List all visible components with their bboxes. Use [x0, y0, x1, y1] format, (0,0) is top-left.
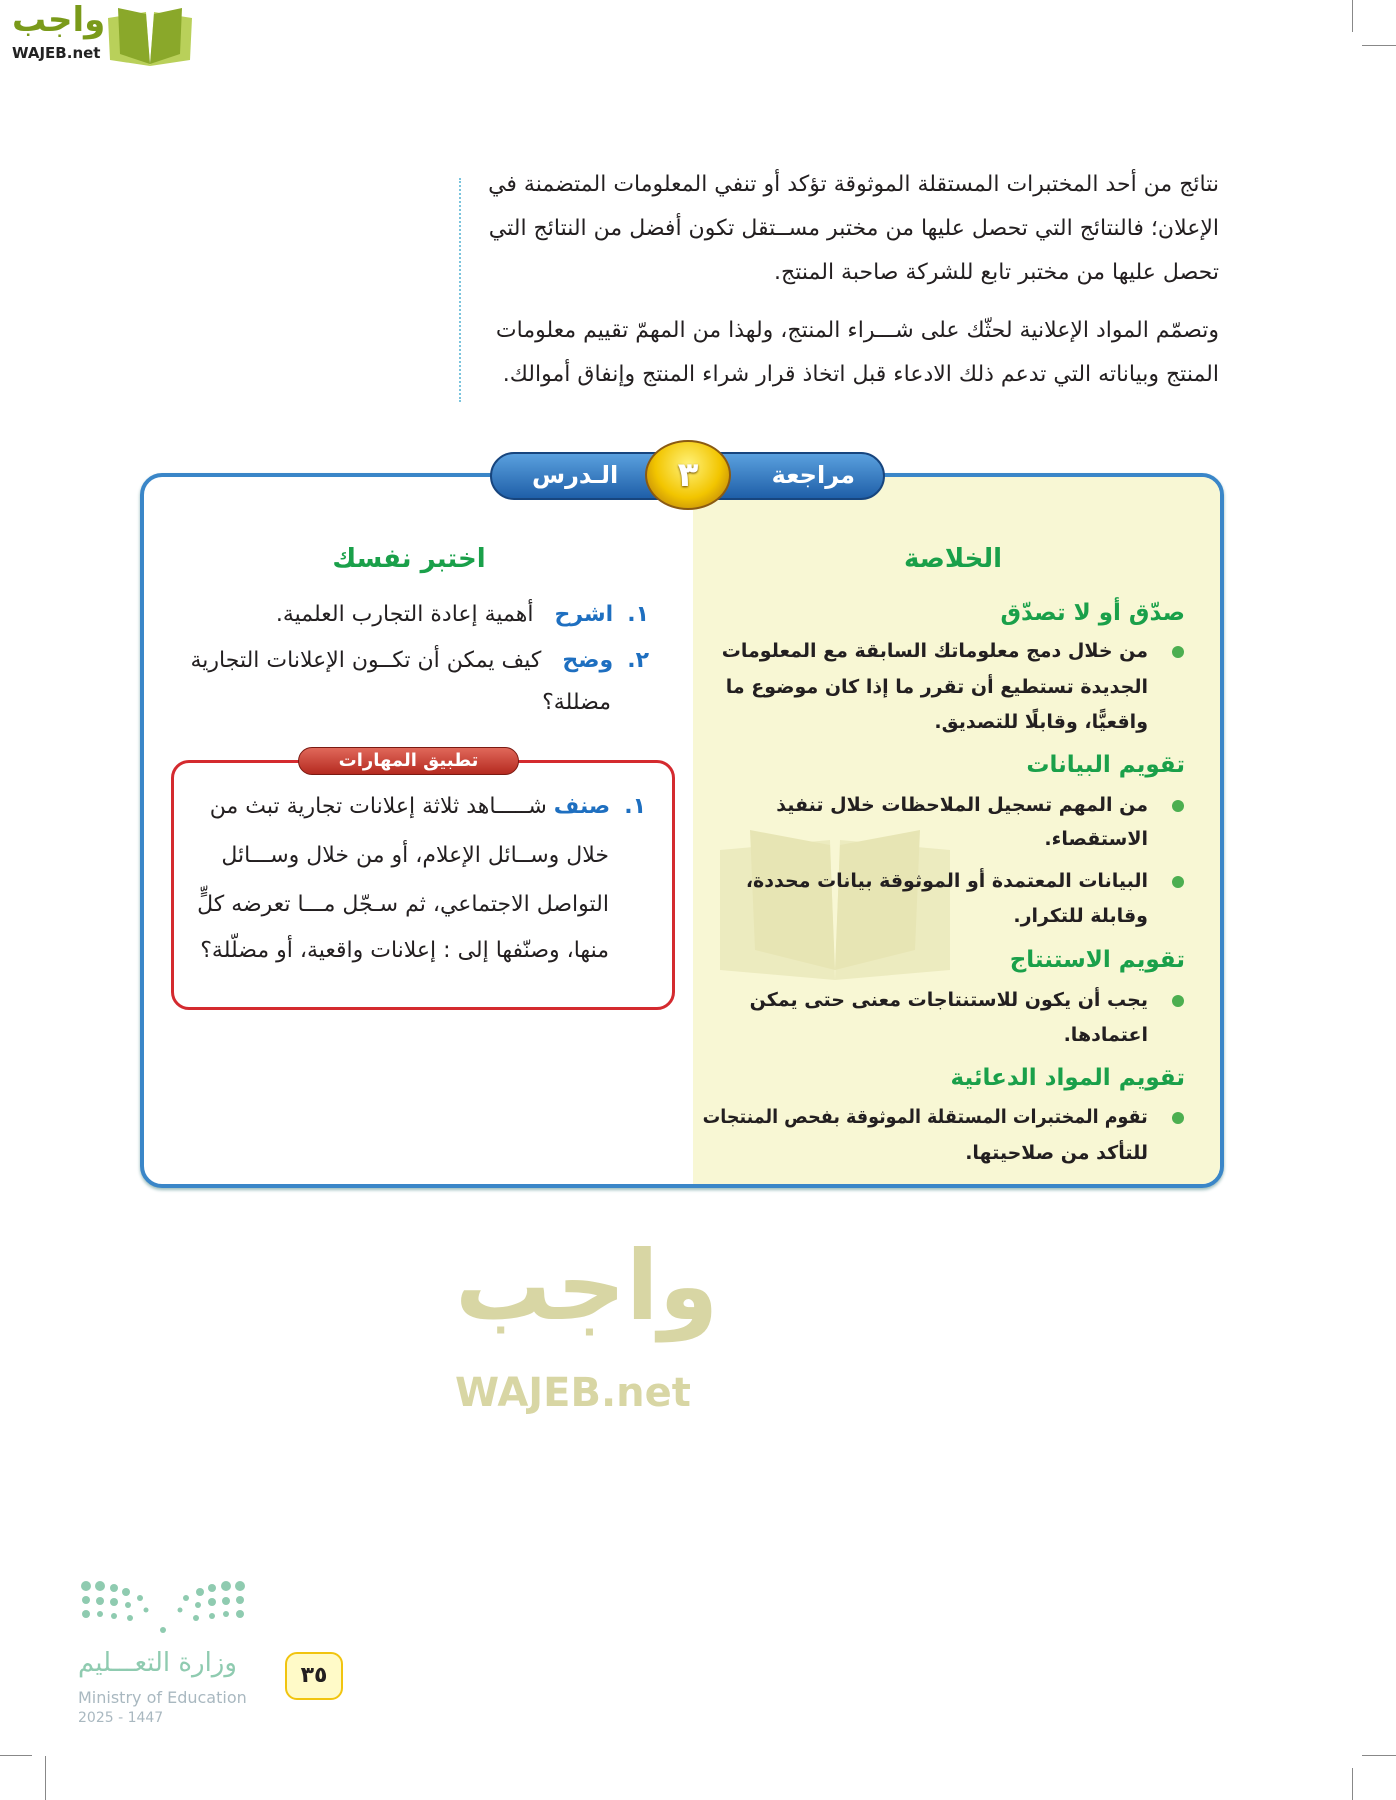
question-text: كيف يمكن أن تكــون الإعلانات التجارية	[190, 648, 542, 673]
skills-line: التواصل الاجتماعي، ثم سـجّل مـــا تعرضه كلٍّ	[197, 892, 609, 917]
question-2	[191, 648, 649, 673]
crop-mark	[1362, 45, 1396, 46]
skills-label: تطبيق المهارات	[298, 747, 519, 775]
crop-mark	[1352, 1768, 1353, 1800]
question-verb: اشرح	[554, 602, 614, 627]
intro-line: نتائج من أحد المختبرات المستقلة الموثوقة تؤكد أو تنفي المعلومات المتضمنة في	[488, 172, 1219, 197]
bullet-icon	[1172, 995, 1184, 1007]
summary-bullet-line: من المهم تسجيل الملاحظات خلال تنفيذ	[776, 794, 1148, 816]
summary-bullet-line: تقوم المختبرات المستقلة الموثوقة بفحص المنتجات	[702, 1106, 1148, 1128]
intro-line: وتصمّم المواد الإعلانية لحثّك على شـــراء المنتج، ولهذا من المهمّ تقييم معلومات	[495, 318, 1219, 343]
bullet-icon	[1172, 876, 1184, 888]
page-number: ٣٥	[285, 1652, 343, 1700]
bullet-icon	[1172, 800, 1184, 812]
skills-line	[210, 794, 646, 819]
question-number: ٢.	[627, 648, 649, 673]
banner-review-label: مراجعة	[771, 461, 855, 489]
academic-year: 2025 - 1447	[78, 1710, 164, 1726]
summary-bullet-line: الجديدة تستطيع أن تقرر ما إذا كان موضوع ما	[725, 676, 1148, 698]
section-heading: تقويم الاستنتاج	[1009, 947, 1185, 973]
summary-bullet-line: اعتمادها.	[1063, 1024, 1148, 1046]
skill-number: ١.	[624, 794, 646, 819]
crop-mark	[0, 1755, 32, 1756]
summary-bullet-line: من خلال دمج معلوماتك السابقة مع المعلومات	[721, 640, 1148, 662]
skills-line: خلال وســائل الإعلام، أو من خلال وســـائل	[221, 843, 609, 868]
section-heading: تقويم المواد الدعائية	[950, 1065, 1185, 1091]
skill-text: شـــــاهد ثلاثة إعلانات تجارية تبث من	[209, 794, 547, 819]
question-text-cont: مضللة؟	[542, 690, 611, 715]
summary-title: الخلاصة	[903, 544, 1003, 574]
intro-line: الإعلان؛ فالنتائج التي تحصل عليها من مختبر مســتقل تكون أفضل من النتائج التي	[488, 216, 1219, 241]
skills-line: منها، وصنّفها إلى : إعلانات واقعية، أو مضلّلة؟	[200, 938, 609, 963]
intro-line: تحصل عليها من مختبر تابع للشركة صاحبة المنتج.	[774, 260, 1219, 285]
lesson-number-badge: ٣	[645, 440, 731, 510]
crop-mark	[45, 1756, 46, 1800]
question-1	[276, 602, 649, 627]
dotted-divider	[459, 178, 461, 402]
logo-latin: WAJEB.net	[12, 44, 101, 62]
crop-mark	[1352, 0, 1353, 32]
ministry-name-english: Ministry of Education	[78, 1688, 247, 1707]
summary-bullet-line: البيانات المعتمدة أو الموثوقة بيانات محددة،	[745, 870, 1148, 892]
section-heading: تقويم البيانات	[1026, 752, 1185, 778]
bullet-icon	[1172, 1112, 1184, 1124]
question-number: ١.	[627, 602, 649, 627]
section-heading: صدّق أو لا تصدّق	[1000, 600, 1185, 626]
banner-lesson-label: الـدرس	[532, 461, 619, 489]
summary-bullet-line: وقابلة للتكرار.	[1013, 905, 1148, 927]
watermark-arabic: واجب	[455, 1230, 719, 1342]
question-text: أهمية إعادة التجارب العلمية.	[275, 602, 534, 627]
summary-bullet-line: واقعيًّا، وقابلًا للتصديق.	[934, 711, 1148, 733]
test-yourself-title: اختبر نفسك	[332, 544, 486, 574]
intro-line: المنتج وبياناته التي تدعم ذلك الادعاء قبل اتخاذ قرار شراء المنتج وإنفاق أموالك.	[502, 362, 1219, 387]
book-icon	[106, 4, 194, 66]
ministry-name-arabic: وزارة التعـــليم	[78, 1648, 237, 1678]
summary-bullet-line: يجب أن يكون للاستنتاجات معنى حتى يمكن	[749, 989, 1148, 1011]
question-verb: وضح	[562, 648, 614, 673]
bullet-icon	[1172, 646, 1184, 658]
logo-arabic: واجب	[12, 0, 106, 40]
watermark-latin: WAJEB.net	[455, 1370, 691, 1416]
watermark-book-icon	[720, 820, 950, 980]
ministry-logo-dots-icon	[78, 1580, 248, 1640]
summary-bullet-line: للتأكد من صلاحيتها.	[965, 1142, 1148, 1164]
skill-verb: صنف	[553, 794, 611, 819]
crop-mark	[1362, 1755, 1396, 1756]
wajeb-logo[interactable]	[8, 0, 190, 66]
summary-bullet-line: الاستقصاء.	[1044, 828, 1148, 850]
